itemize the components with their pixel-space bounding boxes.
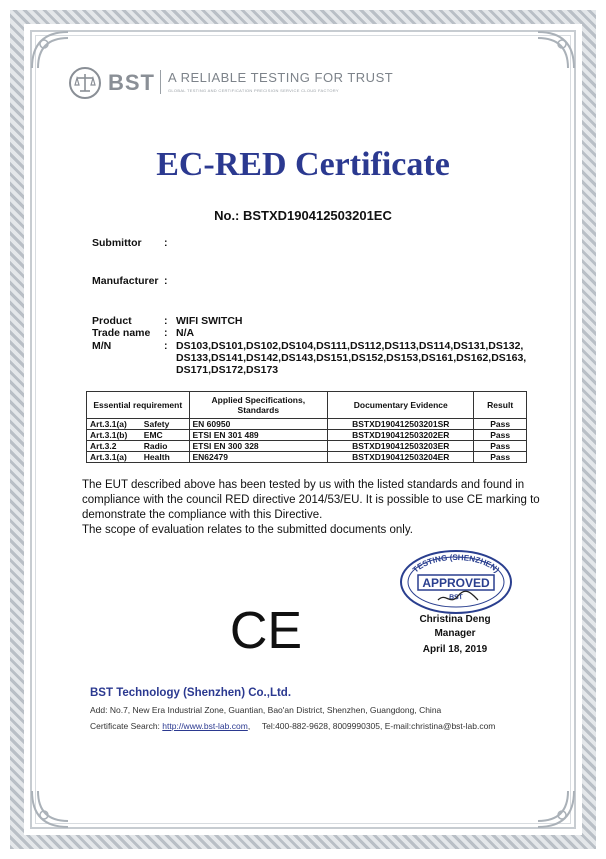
logo-separator [160, 70, 161, 94]
mn-line: DS133,DS141,DS142,DS143,DS151,DS152,DS153,DS161,DS162,DS163, [176, 352, 527, 364]
row-category: Radio [141, 441, 189, 452]
table-header-row [87, 392, 527, 419]
row-article: Art.3.1(a) [87, 452, 141, 463]
row-standard: ETSI EN 301 489 [189, 430, 328, 441]
corner-ornament-top-left [30, 30, 70, 70]
header-evidence: Documentary Evidence [328, 392, 474, 419]
product-label: Product [92, 315, 132, 327]
ce-mark-text: CE [229, 602, 303, 656]
mn-value [176, 340, 526, 376]
logo-text: BST [108, 70, 155, 95]
signatory-name: Christina Deng [419, 614, 491, 625]
company-name: BST Technology (Shenzhen) Co.,Ltd. [90, 687, 292, 699]
mn-line: DS171,DS172,DS173 [176, 364, 279, 376]
statement-line: compliance with the council RED directive 2014/53/EU. It is possible to use CE marking to [82, 494, 540, 506]
row-category: Safety [141, 419, 189, 430]
product-value: WIFI SWITCH [176, 315, 243, 327]
ce-mark [226, 602, 306, 656]
trade-name-label: Trade name [92, 327, 151, 339]
header-requirement: Essential requirement [87, 392, 190, 419]
header-specifications [189, 392, 328, 419]
search-url-link[interactable]: http://www.bst-lab.com [162, 721, 248, 731]
table-row [87, 419, 527, 430]
row-evidence: BSTXD190412503201SR [328, 419, 474, 430]
row-evidence: BSTXD190412503202ER [328, 430, 474, 441]
logo-sub-tagline: GLOBAL TESTING AND CERTIFICATION PRECISION SERVICE CLOUD FACTORY [168, 88, 339, 93]
statement-paragraph [82, 478, 552, 538]
trade-name-colon: : [164, 327, 168, 339]
manufacturer-redacted [172, 269, 492, 303]
row-standard: ETSI EN 300 328 [189, 441, 328, 452]
certificate-search-line: Certificate Search: http://www.bst-lab.com, Tel:400-882-9628, 8009990305, E-mail:christina@bst-lab.com [90, 721, 496, 731]
corner-ornament-bottom-left [30, 789, 70, 829]
submittor-label: Submittor [92, 237, 142, 249]
corner-ornament-bottom-right [536, 789, 576, 829]
header-specifications-line1: Applied Specifications, [211, 395, 306, 405]
row-category: Health [141, 452, 189, 463]
statement-line: The scope of evaluation relates to the submitted documents only. [82, 524, 413, 536]
header-specifications-line2: Standards [237, 405, 280, 415]
table-row [87, 441, 527, 452]
signature-date: April 18, 2019 [422, 644, 488, 655]
row-standard: EN 60950 [189, 419, 328, 430]
header-result: Result [474, 392, 527, 419]
row-standard: EN62479 [189, 452, 328, 463]
mn-line: DS103,DS101,DS102,DS104,DS111,DS112,DS113,DS114,DS131,DS132, [176, 340, 524, 352]
row-result: Pass [474, 452, 527, 463]
stamp-bottom-text: BST [448, 594, 464, 602]
signatory-title: Manager [434, 628, 476, 639]
company-address: Add: No.7, New Era Industrial Zone, Guantian, Bao'an District, Shenzhen, Guangdong, China [90, 705, 442, 715]
product-colon: : [164, 315, 168, 327]
row-article: Art.3.2 [87, 441, 141, 452]
row-evidence: BSTXD190412503203ER [328, 441, 474, 452]
row-evidence: BSTXD190412503204ER [328, 452, 474, 463]
logo-tagline: A RELIABLE TESTING FOR TRUST [168, 70, 394, 85]
submittor-colon: : [164, 237, 168, 249]
contact-info: Tel:400-882-9628, 8009990305, E-mail:christina@bst-lab.com [261, 721, 496, 731]
mn-label: M/N [92, 340, 112, 352]
row-article: Art.3.1(a) [87, 419, 141, 430]
table-row [87, 452, 527, 463]
approved-stamp [398, 548, 514, 616]
submittor-redacted [172, 231, 492, 267]
table-row [87, 430, 527, 441]
certificate-title: EC-RED Certificate [156, 146, 450, 183]
row-result: Pass [474, 441, 527, 452]
manufacturer-label: Manufacturer [92, 275, 159, 287]
manufacturer-colon: : [164, 275, 168, 287]
corner-ornament-top-right [536, 30, 576, 70]
stamp-top-text: TESTING (SHENZHEN) [410, 552, 502, 575]
scales-logo-icon [68, 66, 102, 100]
specifications-table [86, 391, 527, 463]
search-label: Certificate Search: [90, 721, 160, 731]
certificate-number: No.: BSTXD190412503201EC [214, 208, 392, 223]
row-result: Pass [474, 430, 527, 441]
mn-colon: : [164, 340, 168, 352]
company-logo [68, 66, 538, 100]
row-category: EMC [141, 430, 189, 441]
row-result: Pass [474, 419, 527, 430]
statement-line: demonstrate the compliance with this Directive. [82, 509, 323, 521]
trade-name-value: N/A [176, 327, 195, 339]
row-article: Art.3.1(b) [87, 430, 141, 441]
statement-line: The EUT described above has been tested by us with the listed standards and found in [82, 479, 525, 491]
stamp-center-text: APPROVED [422, 576, 490, 590]
